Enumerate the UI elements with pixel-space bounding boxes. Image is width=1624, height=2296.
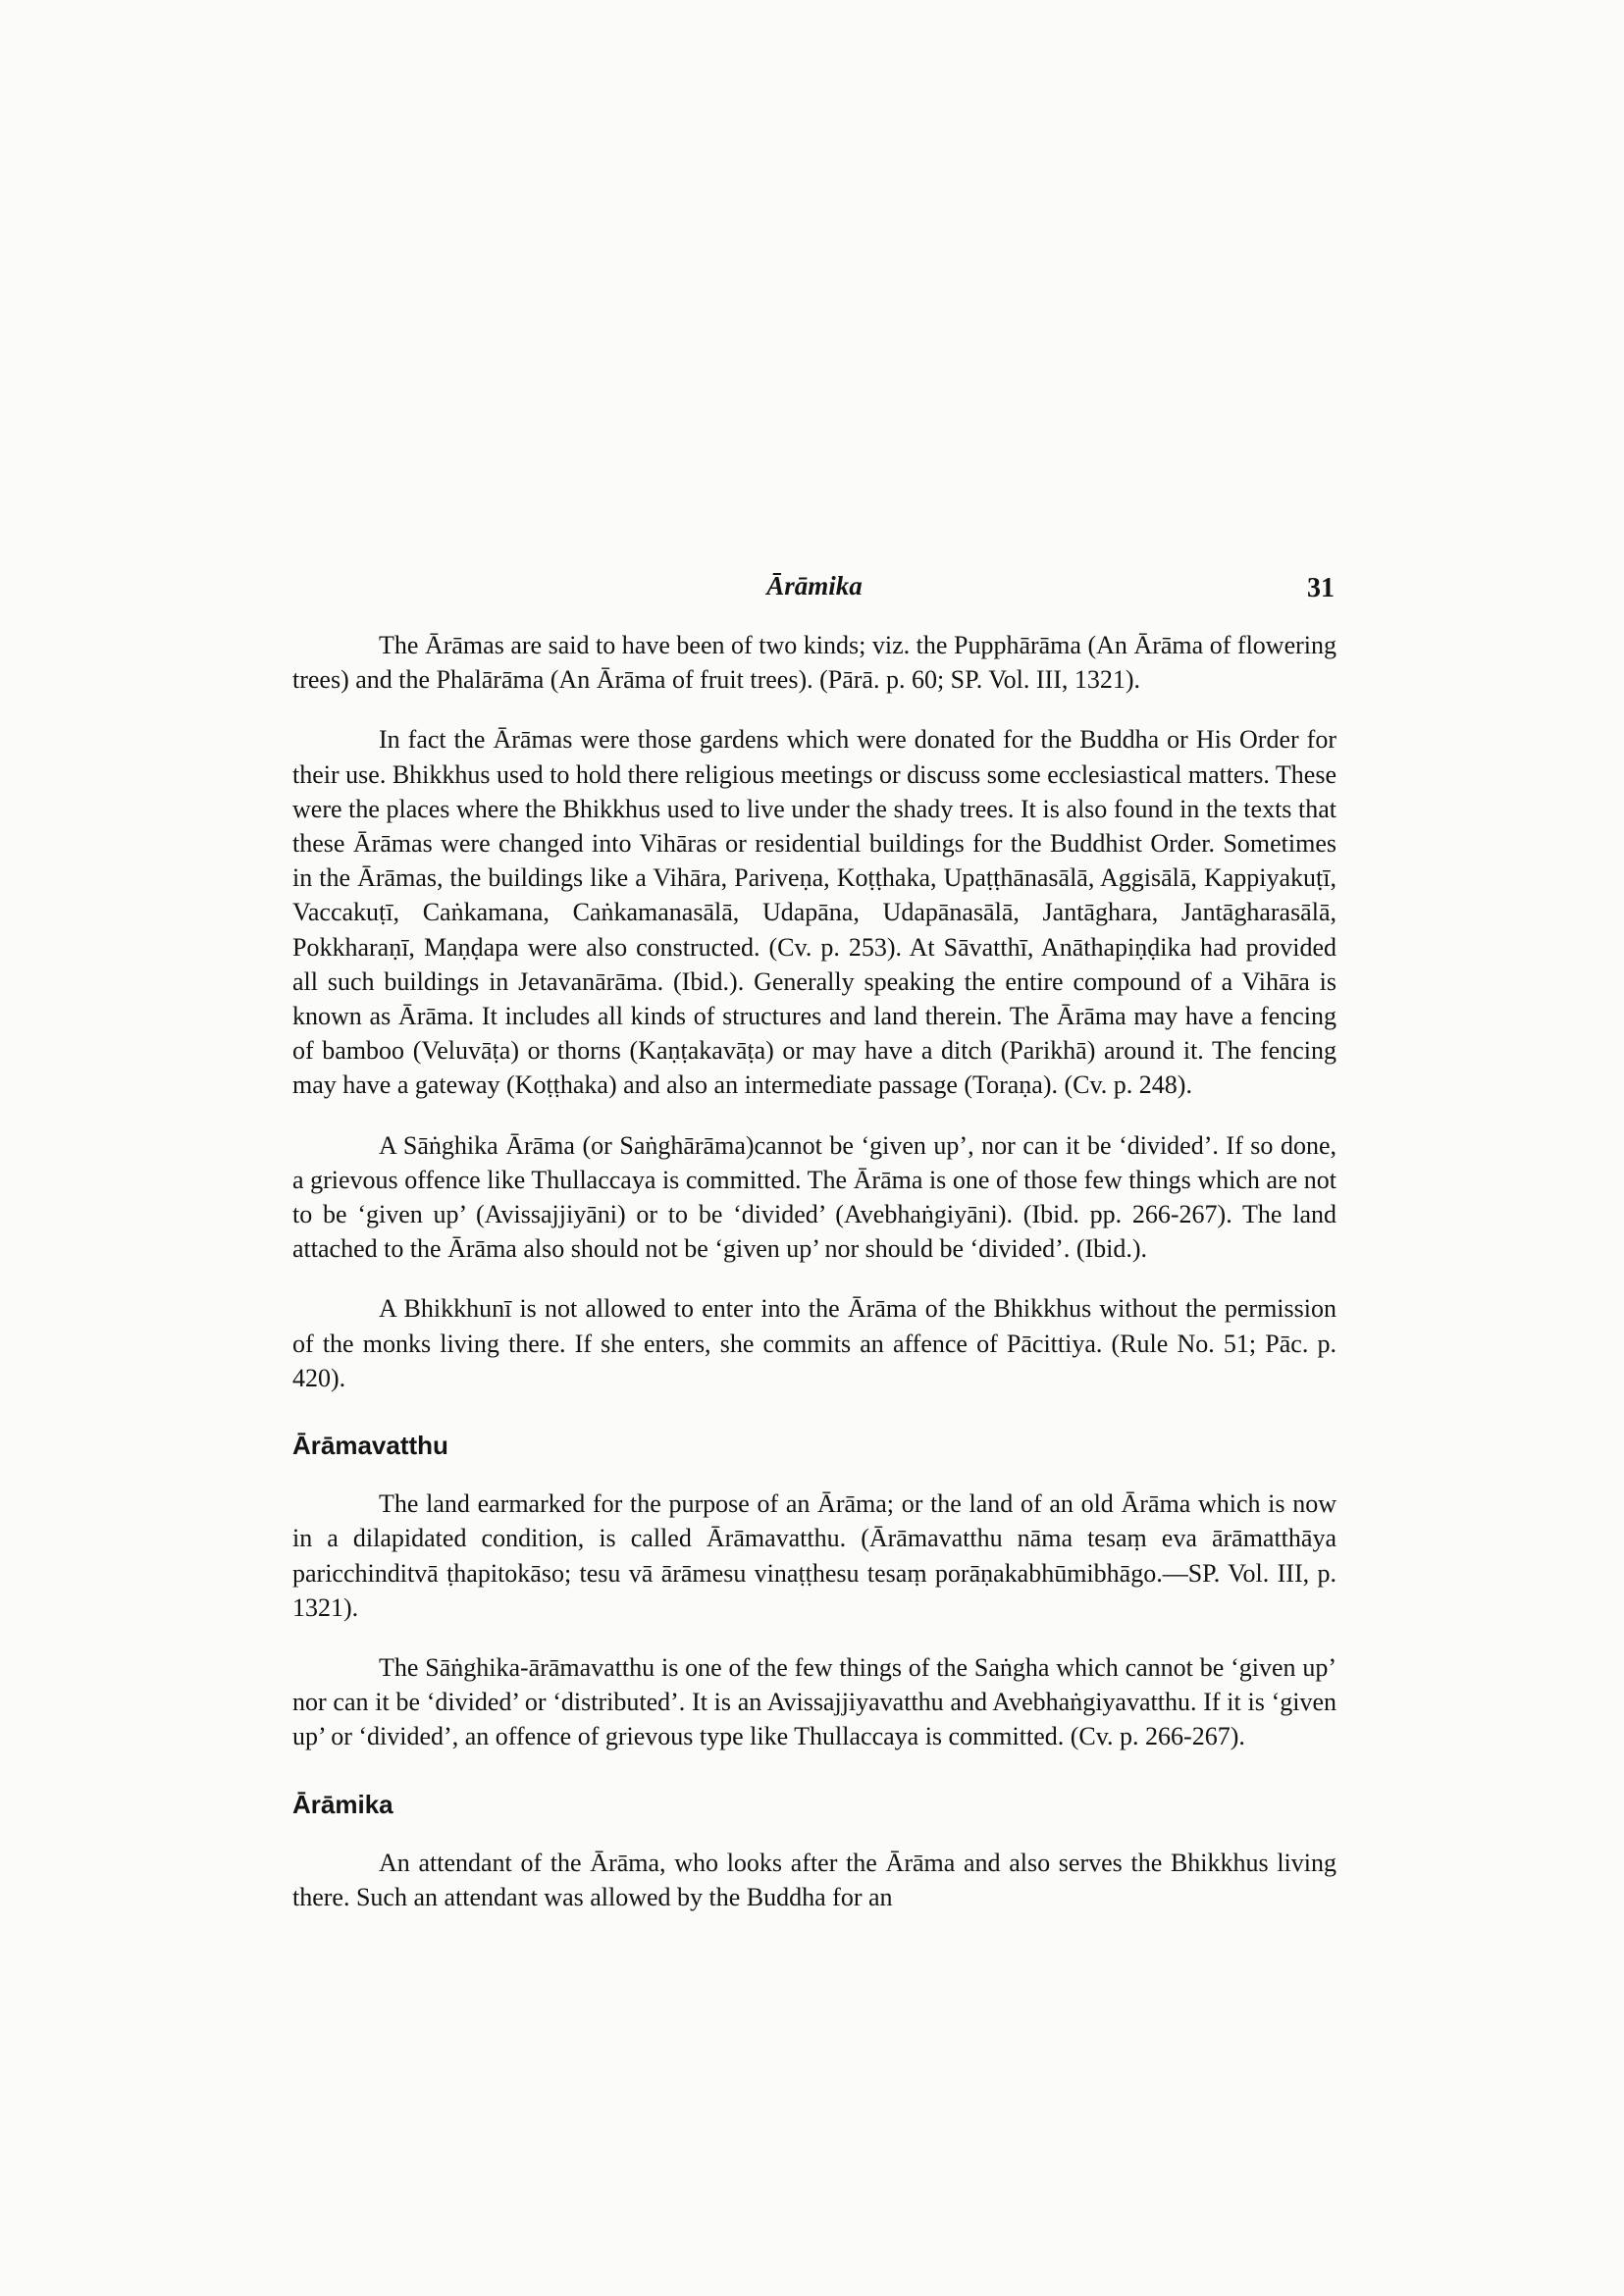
running-title: Ārāmika — [766, 571, 863, 600]
heading-aramika: Ārāmika — [292, 1789, 393, 1819]
body-text — [292, 628, 1336, 1914]
paragraph-bhikkhuni: A Bhikkhunī is not allowed to enter into the Ārāma of the Bhikkhus without the permission of the monks living there. If she enters, she commits an affence of Pācittiya. (Rule No. 51; Pāc. p. 420). — [292, 1294, 1336, 1392]
running-header — [294, 571, 1335, 610]
paragraph-two-kinds: The Ārāmas are said to have been of two kinds; viz. the Pupphārāma (An Ārāma of flowering trees) and the Phalārāma (An Ārāma of fruit trees). (Pārā. p. 60; SP. Vol. III, 1321). — [292, 631, 1336, 695]
paragraph-sanghika-aramavatthu: The Sāṅghika-ārāmavatthu is one of the few things of the Saṅgha which cannot be ‘given up’ nor can it be ‘divided’ or ‘distributed’. It is an Avissajjiyavatthu and Avebhaṅgiyavatthu. If it is ‘given up’ or ‘divided’, an offence of grievous type like Thullaccaya is committed. (Cv. p. 266-267). — [292, 1653, 1336, 1751]
paragraph-attendant: An attendant of the Ārāma, who looks after the Ārāma and also serves the Bhikkhus living there. Such an attendant was allowed by the Buddha for an — [292, 1848, 1336, 1912]
paragraph-land-earmarked: The land earmarked for the purpose of an Ārāma; or the land of an old Ārāma which is now in a dilapidated condition, is called Ārāmavatthu. (Ārāmavatthu nāma tesaṃ eva ārāmatthāya paricchinditvā ṭhapitokāso; tesu vā ārāmesu vinaṭṭhesu tesaṃ porāṇakabhūmibhāgo.—SP. Vol. III, p. 1321). — [292, 1489, 1336, 1622]
paragraph-gardens: In fact the Ārāmas were those gardens which were donated for the Buddha or His Order for their use. Bhikkhus used to hold there religious meetings or discuss some ecclesiastical matters. These were the places where the Bhikkhus used to live under the shady trees. It is also found in the texts that these Ārāmas were changed into Vihāras or residential buildings for the Buddhist Order. Sometimes in the Ārāmas, the buildings like a Vihāra, Pariveṇa, Koṭṭhaka, Upaṭṭhānasālā, Aggisālā, Kappiyakuṭī, Vaccakuṭī, Caṅkamana, Caṅkamanasālā, Udapāna, Udapānasālā, Jantāghara, Jantāgharasālā, Pokkharaṇī, Maṇḍapa were also constructed. (Cv. p. 253). At Sāvatthī, Anāthapiṇḍika had provided all such buildings in Jetavanārāma. (Ibid.). Generally speaking the entire compound of a Vihāra is known as Ārāma. It includes all kinds of structures and land therein. The Ārāma may have a fencing of bamboo (Veluvāṭa) or thorns (Kaṇṭakavāṭa) or may have a ditch (Parikhā) around it. The fencing may have a gateway (Koṭṭhaka) and also an intermediate passage (Toraṇa). (Cv. p. 248). — [292, 725, 1336, 1100]
paragraph-sanghika-arama: A Sāṅghika Ārāma (or Saṅghārāma)cannot be ‘given up’, nor can it be ‘divided’. If so done, a grievous offence like Thullaccaya is committed. The Ārāma is one of those few things which are not to be ‘given up’ (Avissajjiyāni) or to be ‘divided’ (Avebhaṅgiyāni). (Ibid. pp. 266-267). The land attached to the Ārāma also should not be ‘given up’ nor should be ‘divided’. (Ibid.). — [292, 1130, 1336, 1264]
page-number: 31 — [1307, 573, 1335, 603]
heading-aramavatthu: Ārāmavatthu — [292, 1431, 448, 1461]
